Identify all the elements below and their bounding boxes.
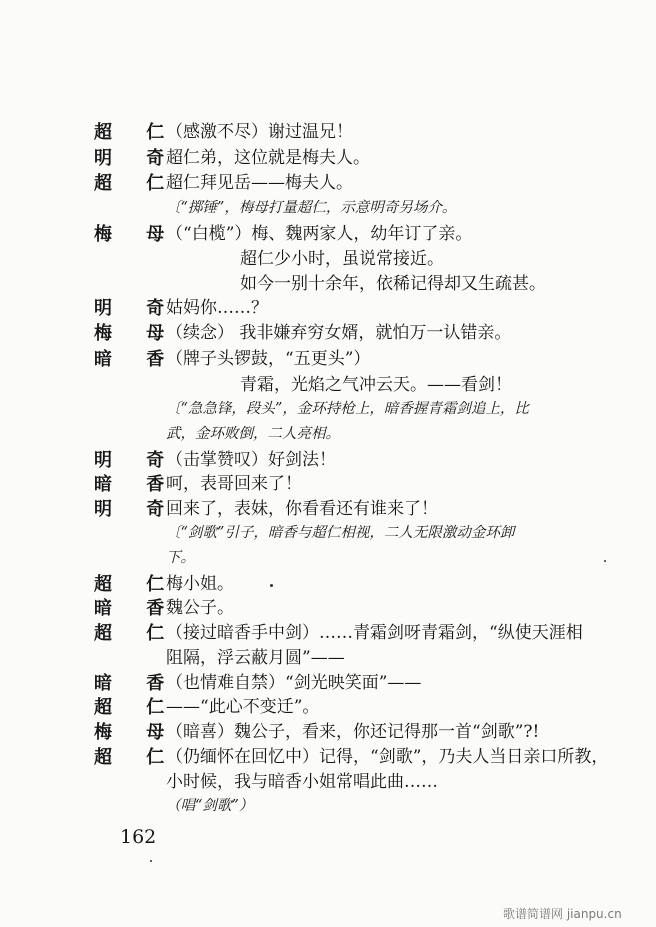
stage-direction-text: （唱“剑歌”） xyxy=(166,798,254,814)
speaker-name: 超 仁 xyxy=(94,173,179,194)
dialogue-text: 呵，表哥回来了！ xyxy=(166,474,302,494)
dialogue-text: （续念） 我非嫌弃穷女婿，就怕万一认错亲。 xyxy=(166,323,512,343)
dialogue-text: （暗喜）魏公子，看来，你还记得那一首“剑歌”?! xyxy=(166,722,540,742)
stage-direction-text: 〔“剑歌”引子，暗香与超仁相视，二人无限激动金环卸 xyxy=(166,525,515,541)
speaker-name: 梅 母 xyxy=(94,722,179,743)
dialogue-text: 梅小姐。 xyxy=(166,574,234,594)
dialogue-text: （接过暗香手中剑）……青霜剑呀青霜剑，“纵使天涯相 xyxy=(166,623,583,643)
verse-text: 青霜，光焰之气冲云天。——看剑！ xyxy=(240,375,512,395)
dialogue-text: （也情难自禁）“剑光映笑面”—— xyxy=(166,673,422,693)
dialogue-text: 回来了，表妹，你看看还有谁来了！ xyxy=(166,499,438,519)
scan-speck xyxy=(150,860,152,862)
speaker-name: 超 仁 xyxy=(94,574,179,595)
speaker-name: 暗 香 xyxy=(94,673,179,694)
dialogue-text: 魏公子。 xyxy=(166,598,234,618)
scan-speck xyxy=(604,560,606,562)
scan-speck xyxy=(270,584,273,587)
speaker-name: 明 奇 xyxy=(94,499,179,520)
stage-direction-text: 〔“掷锤”，梅母打量超仁，示意明奇另场介。 xyxy=(166,200,457,216)
dialogue-text: （仍缅怀在回忆中）记得，“剑歌”，乃夫人当日亲口所教， xyxy=(166,747,609,767)
dialogue-text: （“白榄”）梅、魏两家人，幼年订了亲。 xyxy=(166,224,473,244)
speaker-name: 暗 香 xyxy=(94,598,179,619)
dialogue-text: 阻隔，浮云蔽月圆”—— xyxy=(166,648,345,668)
speaker-name: 明 奇 xyxy=(94,148,179,169)
speaker-name: 明 奇 xyxy=(94,298,179,319)
verse-text: 超仁少小时，虽说常接近。 xyxy=(240,249,444,269)
stage-direction-text: 〔“急急锋，段头”，金环持枪上，暗香握青霜剑追上，比 xyxy=(166,401,529,417)
dialogue-text: 小时候，我与暗香小姐常唱此曲…… xyxy=(166,772,438,792)
dialogue-text: （牌子头锣鼓，“五更头”） xyxy=(166,349,371,369)
dialogue-text: （感激不尽）谢过温兄！ xyxy=(166,122,353,142)
speaker-name: 超 仁 xyxy=(94,122,179,143)
speaker-name: 暗 香 xyxy=(94,349,179,370)
speaker-name: 超 仁 xyxy=(94,747,179,768)
stage-direction-text: 武，金环败倒，二人亮相。 xyxy=(166,426,340,442)
dialogue-text: 超仁弟，这位就是梅夫人。 xyxy=(166,148,370,168)
dialogue-text: 姑妈你……？ xyxy=(166,298,268,318)
dialogue-text: 超仁拜见岳——梅夫人。 xyxy=(166,173,353,193)
watermark: 歌谱简谱网 jianpu.cn xyxy=(503,907,622,921)
speaker-name: 超 仁 xyxy=(94,697,179,718)
dialogue-text: ——“此心不变迁”。 xyxy=(166,697,320,717)
speaker-name: 梅 母 xyxy=(94,224,179,245)
page-number: 162 xyxy=(120,826,157,848)
speaker-name: 梅 母 xyxy=(94,323,179,344)
speaker-name: 超 仁 xyxy=(94,623,179,644)
stage-direction-text: 下。 xyxy=(166,550,195,566)
dialogue-text: （击掌赞叹）好剑法！ xyxy=(166,450,336,470)
speaker-name: 暗 香 xyxy=(94,474,179,495)
speaker-name: 明 奇 xyxy=(94,450,179,471)
verse-text: 如今一别十余年，依稀记得却又生疏甚。 xyxy=(240,274,546,294)
